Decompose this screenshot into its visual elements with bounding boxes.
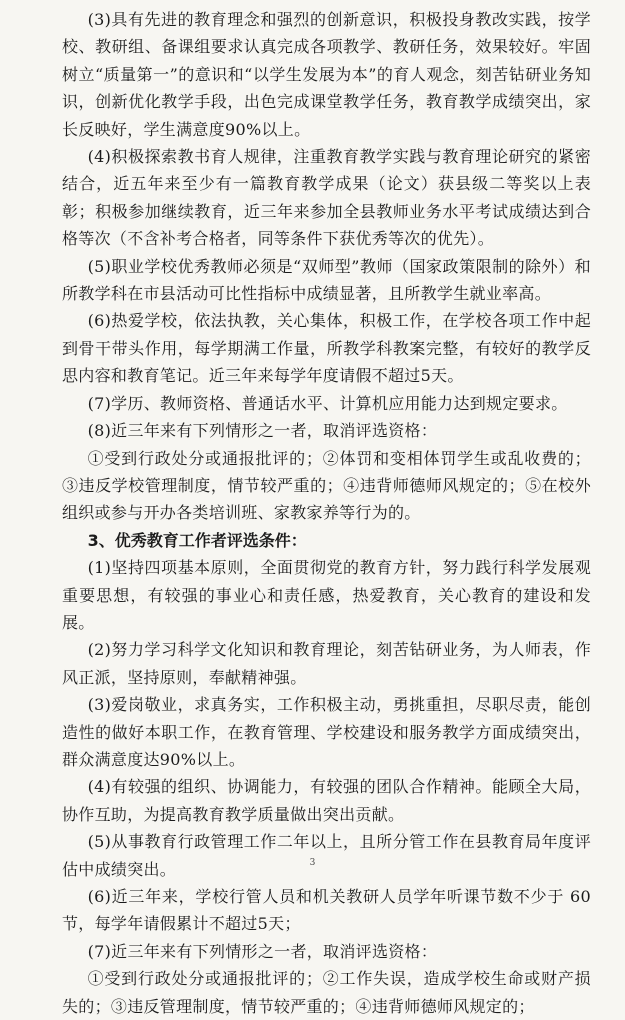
paragraph-7: (7)学历、教师资格、普通话水平、计算机应用能力达到规定要求。 [87,393,568,413]
section-paragraph-4: (4)有较强的组织、协调能力，有较强的团队合作精神。能顾全大局，协作互助，为提高教育教学质量做出突出贡献。 [62,777,591,824]
paragraph-6: (6)热爱学校，依法执教，关心集体，积极工作，在学校各项工作中起到骨干带头作用，每学期满工作量，所教学科教案完整，有较好的教学反思内容和教育笔记。近三年来每学年度请假不超过5天。 [62,311,591,386]
section-heading: 3、优秀教育工作者评选条件： [87,530,307,550]
page-number: 3 [309,858,316,868]
section-paragraph-1: (1)坚持四项基本原则，全面贯彻党的教育方针，努力践行科学发展观重要思想，有较强的事业心和责任感，热爱教育，关心教育的建设和发展。 [62,558,591,632]
paragraph-4: (4)积极探索教书育人规律，注重教育教学实践与教育理论研究的紧密结合，近五年来至少有一篇教育教学成果（论文）获县级二等奖以上表彰；积极参加继续教育，近三年来参加全县教师业务水平考试成绩达到合格等次（不含补考合格者，同等条件下获优秀等次的优先）。 [62,147,591,249]
section-paragraph-7: (7)近三年来有下列情形之一者，取消评选资格： [87,941,438,961]
section-paragraph-7-items: ①受到行政处分或通报批评的；②工作失误，造成学校生命或财产损失的；③违反管理制度，情节较严重的；④违背师德师风规定的； [62,969,591,1016]
section-paragraph-5: (5)从事教育行政管理工作二年以上，且所分管工作在县教育局年度评估中成绩突出。 [62,832,591,879]
paragraph-8-items: ①受到行政处分或通报批评的；②体罚和变相体罚学生或乱收费的；③违反学校管理制度，情节较严重的；④违背师德师风规定的；⑤在校外组织或参与开办各类培训班、家教家养等行为的。 [62,448,591,523]
paragraph-3: (3)具有先进的教育理念和强烈的创新意识，积极投身教改实践，按学校、教研组、备课组要求认真完成各项教学、教研任务，效果较好。牢固树立“质量第一”的意识和“以学生发展为本”的育人观念，刻苦钻研业务知识，创新优化教学手段，出色完成课堂教学任务，教育教学成绩突出，家长反映好，学生满意度90%以上。 [62,10,591,139]
paragraph-5: (5)职业学校优秀教师必须是“双师型”教师（国家政策限制的除外）和所教学科在市县活动可比性指标中成绩显著，且所教学生就业率高。 [62,256,591,304]
section-paragraph-2: (2)努力学习科学文化知识和教育理论，刻苦钻研业务，为人师表，作风正派，坚持原则，奉献精神强。 [62,640,591,687]
section-paragraph-3: (3)爱岗敬业，求真务实，工作积极主动，勇挑重担，尽职尽责，能创造性的做好本职工作，在教育管理、学校建设和服务教学方面成绩突出，群众满意度达90%以上。 [62,695,591,769]
paragraph-8: (8)近三年来有下列情形之一者，取消评选资格： [87,421,438,441]
section-paragraph-6: (6)近三年来，学校行管人员和机关教研人员学年听课节数不少于 60节，每学年请假累计不超过5天； [62,887,591,934]
